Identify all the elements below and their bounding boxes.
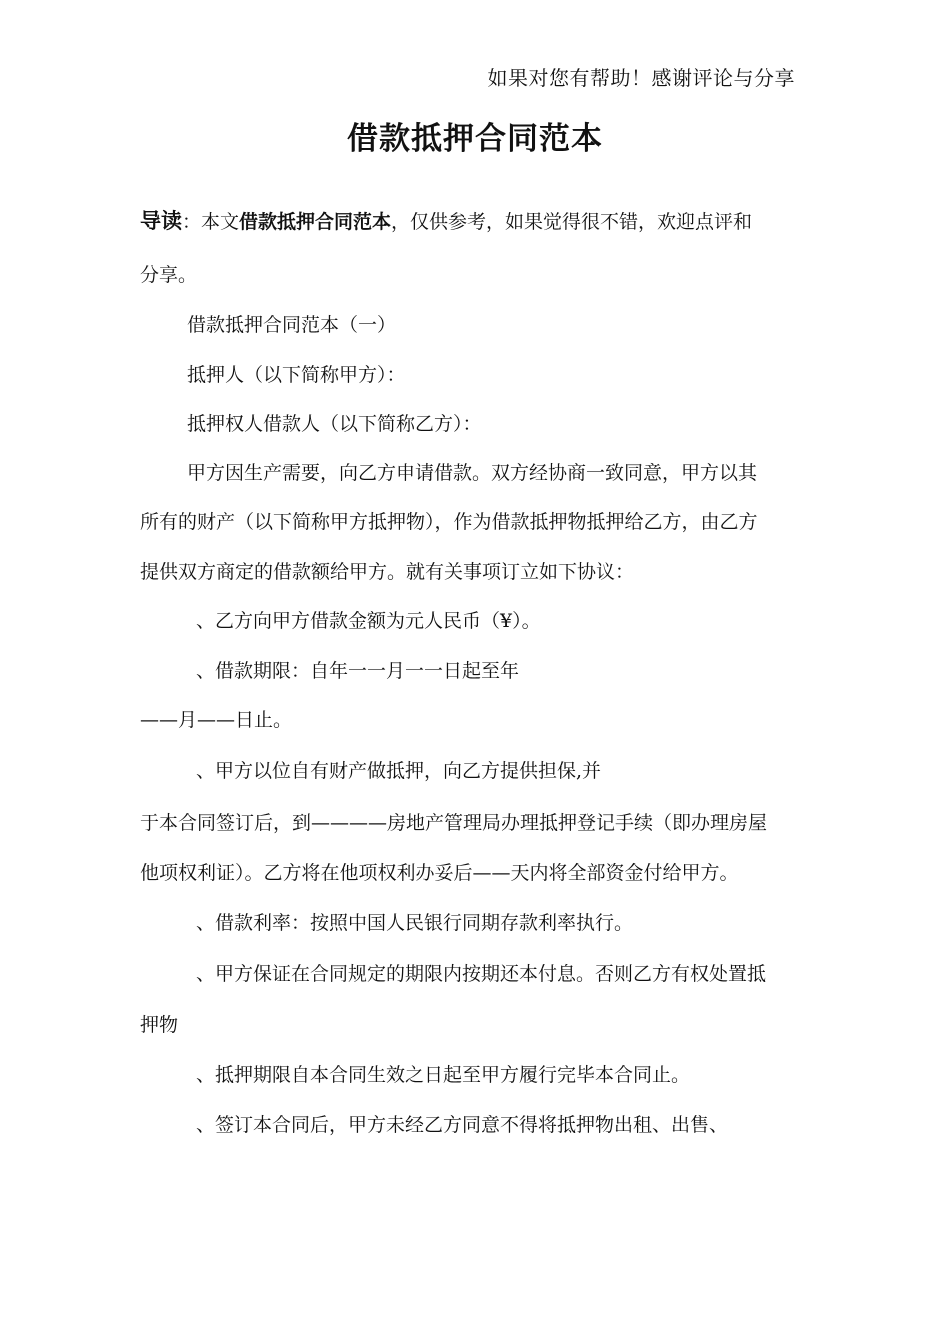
lead-suffix: ，仅供参考，如果觉得很不错，欢迎点评和 [391,211,753,233]
lead-continuation: 分享。 [140,264,198,286]
body-line: 甲方因生产需要，向乙方申请借款。双方经协商一致同意，甲方以其 [187,462,758,484]
body-line: 提供双方商定的借款额给甲方。就有关事项订立如下协议： [140,561,635,583]
clause-line: 、甲方保证在合同规定的期限内按期还本付息。否则乙方有权处置抵 [196,963,767,985]
clause-line: 、签订本合同后，甲方未经乙方同意不得将抵押物出租、出售、 [196,1114,729,1136]
clause-line: ——月——日止。 [140,709,293,731]
clause-line: 、甲方以位自有财产做抵押，向乙方提供担保,并 [196,760,602,782]
clause-line: 于本合同签订后，到————房地产管理局办理抵押登记手续（即办理房屋 [140,812,768,834]
clause-line: 他项权利证）。乙方将在他项权利办妥后——天内将全部资金付给甲方。 [140,862,739,884]
clause-line: 、借款利率：按照中国人民银行同期存款利率执行。 [196,912,634,934]
mortgagor-line: 抵押人（以下简称甲方）： [187,364,406,386]
lead-prefix: 本文 [201,211,240,233]
clause-line: 、借款期限：自年一一月一一日起至年 [196,660,520,682]
clause-line: 押物 [140,1014,179,1036]
header-note: 如果对您有帮助！感谢评论与分享 [487,66,795,90]
section-heading: 借款抵押合同范本（一） [187,314,397,336]
body-line: 所有的财产（以下简称甲方抵押物），作为借款抵押物抵押给乙方，由乙方 [140,511,758,533]
lead-paragraph [140,211,752,232]
lead-colon: ： [182,211,202,233]
lead-label: 导读 [140,209,182,233]
page-title: 借款抵押合同范本 [347,121,603,157]
mortgagee-line: 抵押权人借款人（以下简称乙方）： [187,413,482,435]
lead-strong-title: 借款抵押合同范本 [239,211,392,233]
clause-line: 、抵押期限自本合同生效之日起至甲方履行完毕本合同止。 [196,1064,691,1086]
clause-line: 、乙方向甲方借款金额为元人民币（¥）。 [196,610,541,632]
